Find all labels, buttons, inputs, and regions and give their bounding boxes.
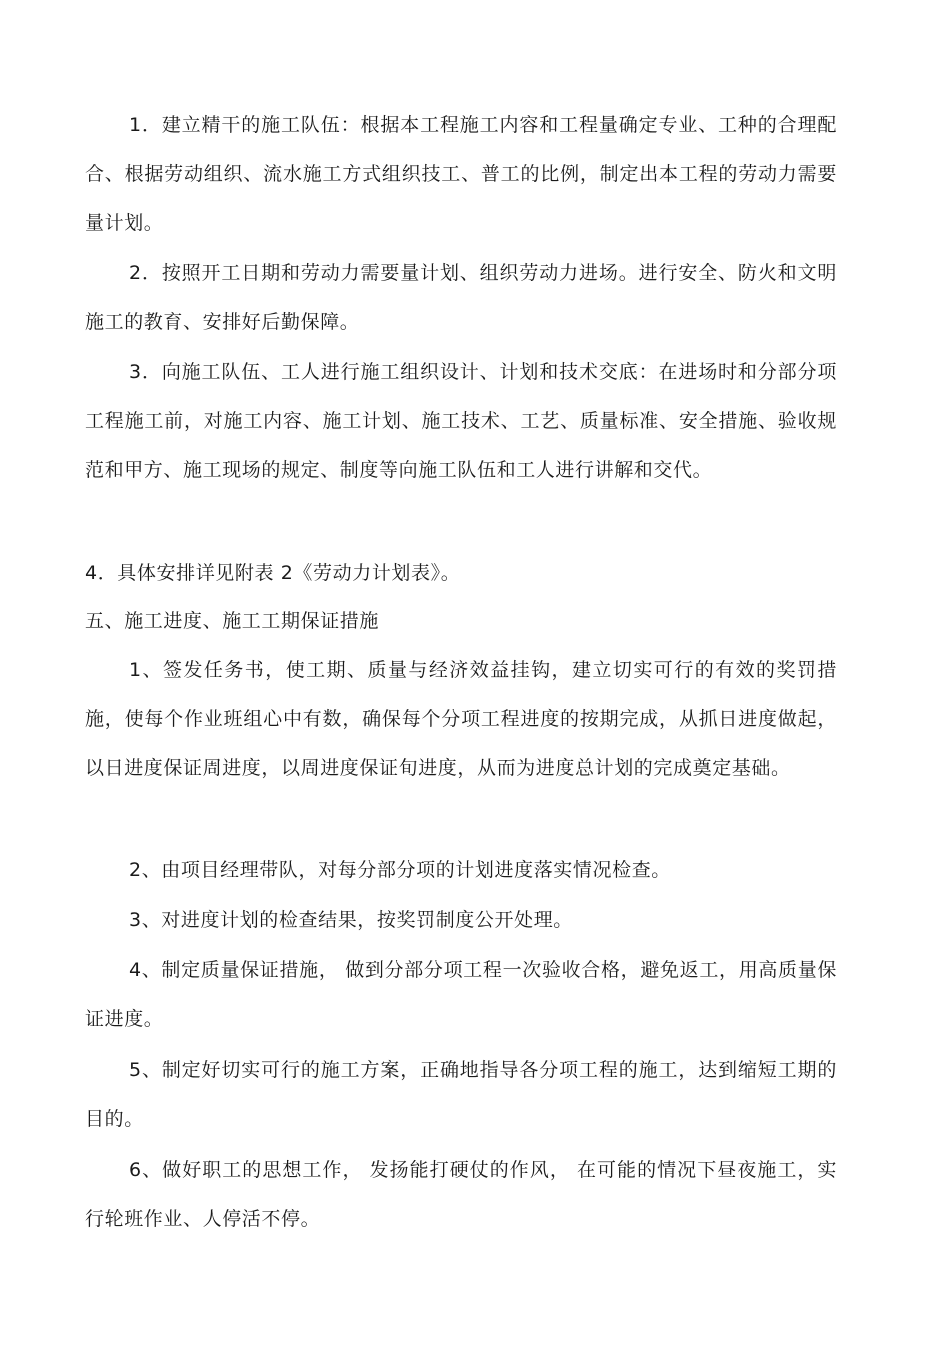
paragraph-labor-schedule-ref: 4．具体安排详见附表 2《劳动力计划表》。 — [85, 562, 461, 584]
section-heading-schedule-measures: 五、施工进度、施工工期保证措施 — [85, 610, 380, 632]
paragraph-technical-briefing: 3．向施工队伍、工人进行施工组织设计、计划和技术交底：在进场时和分部分项工程施工前，对施工内容、施工计划、施工技术、工艺、质量标准、安全措施、验收规范和甲方、施工现场的规定、制度等向施工队伍和工人进行讲解和交代。 — [85, 361, 837, 481]
paragraph-construction-plan: 5、制定好切实可行的施工方案，正确地指导各分项工程的施工，达到缩短工期的目的。 — [85, 1059, 837, 1130]
paragraph-labor-team: 1．建立精干的施工队伍：根据本工程施工内容和工程量确定专业、工种的合理配合、根据劳动组织、流水施工方式组织技工、普工的比例，制定出本工程的劳动力需要量计划。 — [85, 114, 837, 234]
paragraph-manager-inspection: 2、由项目经理带队，对每分部分项的计划进度落实情况检查。 — [129, 859, 671, 881]
paragraph-quality-measures: 4、制定质量保证措施， 做到分部分项工程一次验收合格，避免返工，用高质量保证进度。 — [85, 959, 837, 1030]
paragraph-task-order: 1、签发任务书，使工期、质量与经济效益挂钩，建立切实可行的有效的奖罚措施，使每个作业班组心中有数，确保每个分项工程进度的按期完成，从抓日进度做起，以日进度保证周进度，以周进度保证旬进度，从而为进度总计划的完成奠定基础。 — [85, 659, 837, 779]
paragraph-labor-entry: 2．按照开工日期和劳动力需要量计划、组织劳动力进场。进行安全、防火和文明施工的教育、安排好后勤保障。 — [85, 262, 837, 333]
paragraph-inspection-results: 3、对进度计划的检查结果，按奖罚制度公开处理。 — [129, 909, 573, 931]
paragraph-worker-morale: 6、做好职工的思想工作， 发扬能打硬仗的作风， 在可能的情况下昼夜施工，实行轮班作业、人停活不停。 — [85, 1159, 837, 1230]
